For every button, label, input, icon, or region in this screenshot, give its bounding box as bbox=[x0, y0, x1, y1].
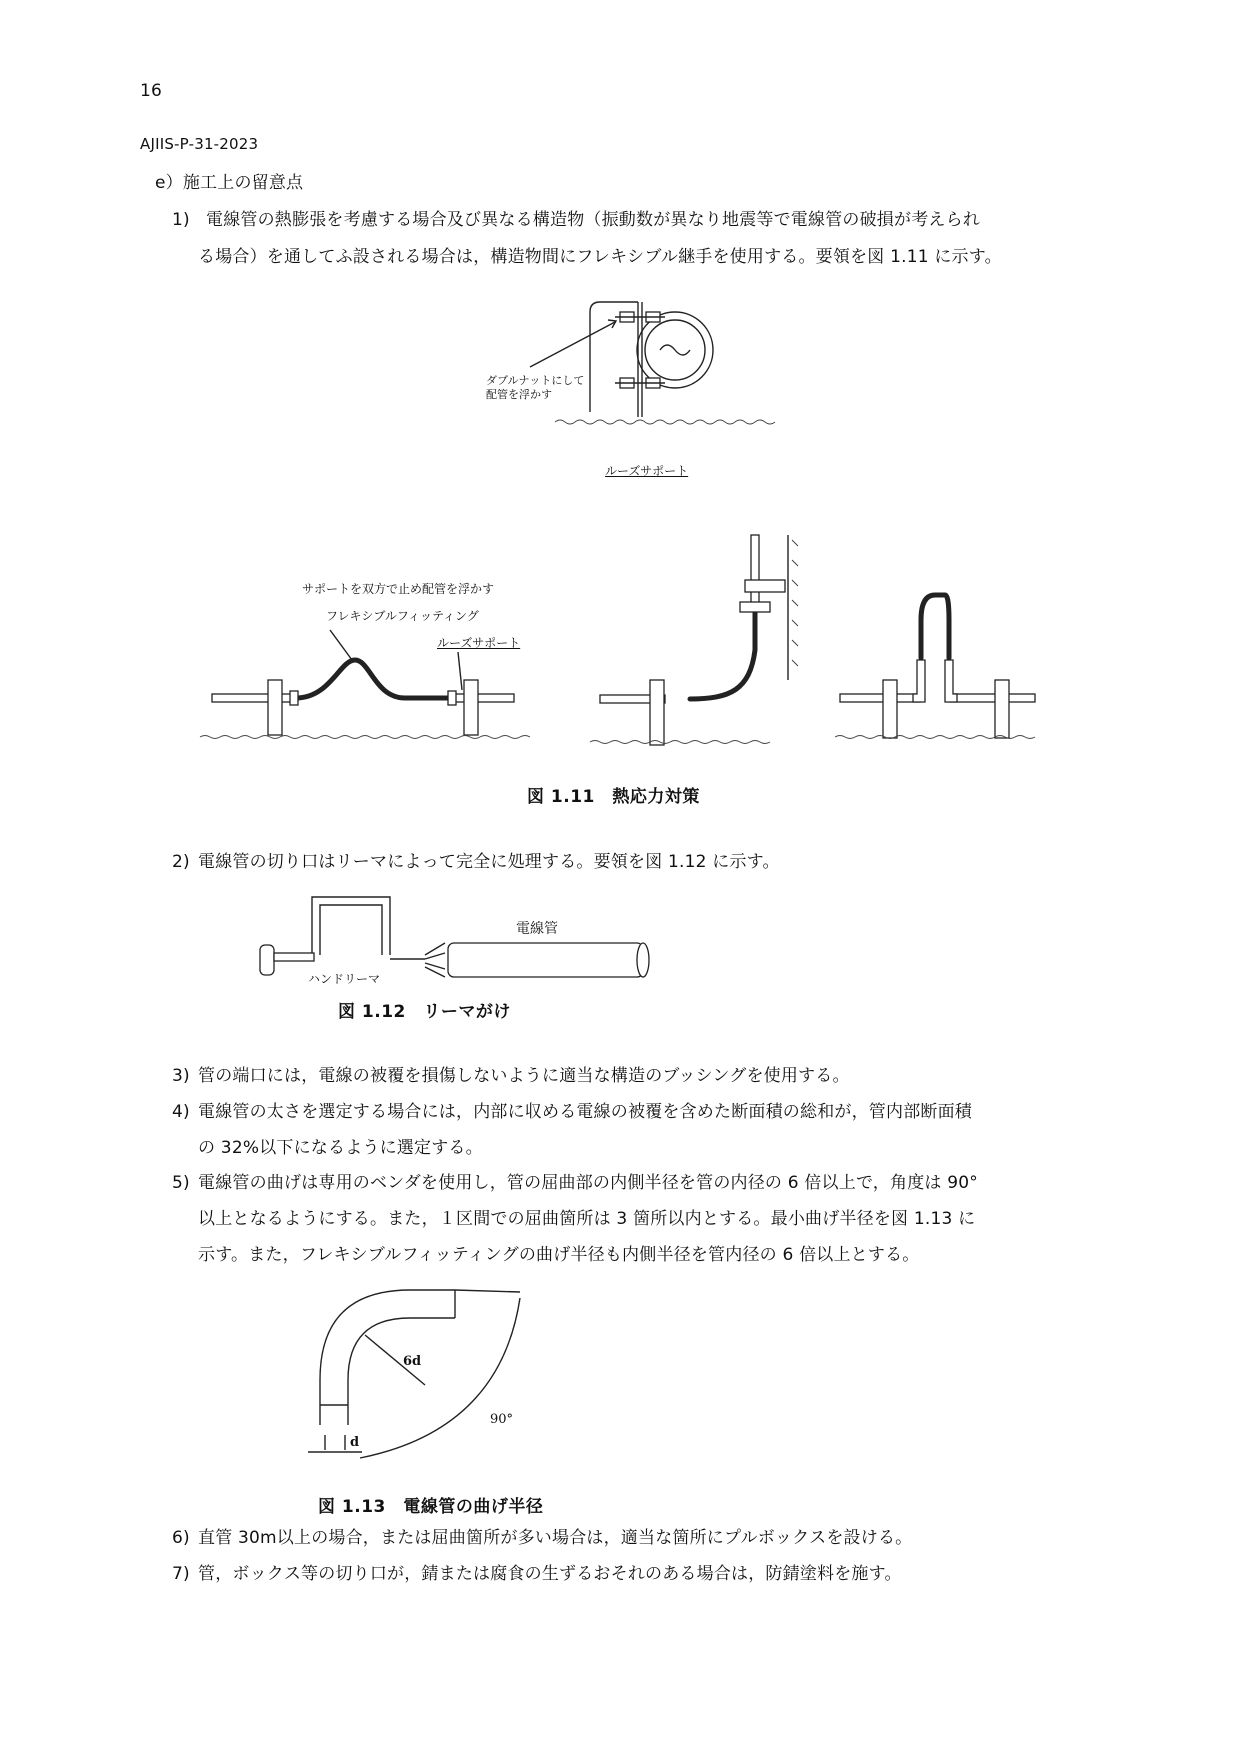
loose-support-title: ルーズサポート bbox=[605, 464, 689, 478]
section-heading: e）施工上の留意点 bbox=[155, 173, 304, 193]
item-text-line: 電線管の切り口はリーマによって完全に処理する。要領を図 1.12 に示す。 bbox=[198, 852, 780, 872]
item-text-line: の 32%以下になるように選定する。 bbox=[198, 1138, 483, 1158]
item-number: 3) bbox=[172, 1066, 190, 1086]
flex-fitting-label: フレキシブルフィッティング bbox=[326, 609, 479, 623]
item-number: 6) bbox=[172, 1528, 190, 1548]
item-text-line: 直管 30m以上の場合，または屈曲箇所が多い場合は，適当な箇所にプルボックスを設ける。 bbox=[198, 1528, 913, 1548]
item-text-line: 以上となるようにする。また，１区間での屈曲箇所は 3 箇所以内とする。最小曲げ半径を図 1.13 に bbox=[198, 1209, 976, 1229]
item-number: 7) bbox=[172, 1564, 190, 1584]
support-label: サポートを双方で止め配管を浮かす bbox=[302, 582, 495, 596]
bend-radius-diagram bbox=[300, 1280, 540, 1470]
item-text-line: 示す。また，フレキシブルフィッティングの曲げ半径も内側半径を管内径の 6 倍以上とする。 bbox=[198, 1245, 920, 1265]
reamer-diagram bbox=[240, 885, 660, 995]
item-number: 2) bbox=[172, 852, 190, 872]
conduit-label: 電線管 bbox=[516, 921, 558, 937]
item-text-line: 管の端口には，電線の被覆を損傷しないように適当な構造のブッシングを使用する。 bbox=[198, 1066, 850, 1086]
item-text-line: 電線管の太さを選定する場合には，内部に収める電線の被覆を含めた断面積の総和が，管内部断面積 bbox=[198, 1102, 972, 1122]
loose-support-label: ルーズサポート bbox=[437, 636, 521, 650]
item-text-line: 電線管の熱膨張を考慮する場合及び異なる構造物（振動数が異なり地震等で電線管の破損が考えられ bbox=[206, 210, 980, 230]
item-number: 5) bbox=[172, 1173, 190, 1193]
double-nut-label: ダブルナットにして bbox=[486, 374, 585, 387]
item-text-line: 電線管の曲げは専用のベンダを使用し，管の屈曲部の内側半径を管の内径の 6 倍以上で，角度は 90° bbox=[198, 1173, 978, 1193]
radius-label: 6d bbox=[403, 1354, 422, 1369]
angle-label: 90° bbox=[490, 1412, 514, 1427]
item-text-line: る場合）を通してふ設される場合は，構造物間にフレキシブル継手を使用する。要領を図 1.11 に示す。 bbox=[198, 247, 1002, 267]
reamer-label: ハンドリーマ bbox=[308, 972, 381, 986]
page-number: 16 bbox=[140, 81, 163, 101]
double-nut-label: 配管を浮かす bbox=[486, 388, 552, 401]
item-number: 4) bbox=[172, 1102, 190, 1122]
diameter-label: d bbox=[350, 1435, 360, 1450]
document-id: AJIIS-P-31-2023 bbox=[140, 135, 259, 153]
item-text-line: 管，ボックス等の切り口が，錆または腐食の生ずるおそれのある場合は，防錆塗料を施す。 bbox=[198, 1564, 902, 1584]
loop-diagram bbox=[835, 590, 1045, 750]
figure-caption: 図 1.12 リーマがけ bbox=[338, 1002, 511, 1022]
figure-caption: 図 1.13 電線管の曲げ半径 bbox=[318, 1497, 544, 1517]
wall-riser-diagram bbox=[590, 530, 810, 750]
figure-caption: 図 1.11 熱応力対策 bbox=[527, 787, 700, 807]
loose-support-figure bbox=[560, 282, 760, 432]
item-number: 1) bbox=[172, 210, 190, 230]
